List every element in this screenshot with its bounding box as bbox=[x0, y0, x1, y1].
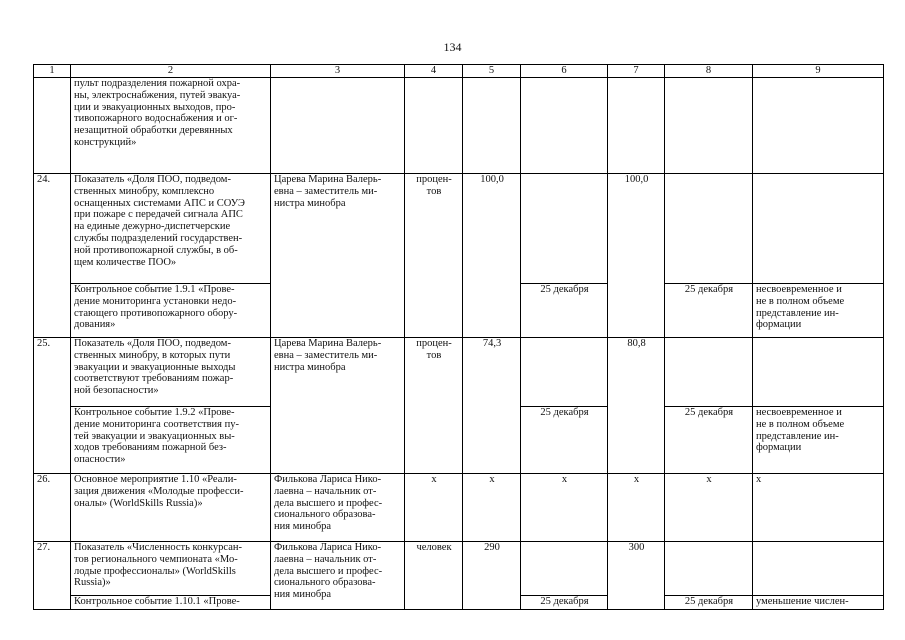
cell-date: х bbox=[521, 474, 608, 542]
row-number: 27. bbox=[34, 542, 71, 610]
cell-date bbox=[665, 174, 753, 284]
cell-date bbox=[665, 78, 753, 174]
cell-risk bbox=[753, 338, 884, 407]
measures-table bbox=[33, 64, 884, 610]
cell-date: 25 декабря bbox=[521, 596, 608, 610]
col-header: 7 bbox=[608, 65, 665, 78]
col-header: 2 bbox=[71, 65, 271, 78]
cell-responsible: Царева Марина Валерь- евна – заместитель ми- нистра минобра bbox=[271, 174, 405, 338]
cell-date bbox=[665, 338, 753, 407]
cell-date bbox=[521, 174, 608, 284]
cell-date: 25 декабря bbox=[521, 284, 608, 338]
cell-risk: уменьшение числен- bbox=[753, 596, 884, 610]
cell-risk bbox=[753, 78, 884, 174]
cell-value: х bbox=[463, 474, 521, 542]
cell-value: 80,8 bbox=[608, 338, 665, 474]
cell-risk: несвоевременное и не в полном объеме представление ин- формации bbox=[753, 284, 884, 338]
cell-responsible bbox=[271, 78, 405, 174]
cell-date: 25 декабря bbox=[665, 407, 753, 474]
cell-date: 25 декабря bbox=[665, 596, 753, 610]
row-number: 24. bbox=[34, 174, 71, 338]
col-header: 8 bbox=[665, 65, 753, 78]
cell-unit: процен- тов bbox=[405, 174, 463, 338]
cell-responsible: Филькова Лариса Нико- лаевна – начальник от- дела высшего и профес- сионального образова- ния минобра bbox=[271, 474, 405, 542]
cell-value bbox=[608, 78, 665, 174]
col-header: 6 bbox=[521, 65, 608, 78]
col-header: 9 bbox=[753, 65, 884, 78]
col-header: 5 bbox=[463, 65, 521, 78]
col-header: 4 bbox=[405, 65, 463, 78]
cell-value: 290 bbox=[463, 542, 521, 610]
cell-risk: несвоевременное и не в полном объеме представление ин- формации bbox=[753, 407, 884, 474]
cell-responsible: Филькова Лариса Нико- лаевна – начальник от- дела высшего и профес- сионального образова- ния минобра bbox=[271, 542, 405, 610]
table-row bbox=[34, 542, 884, 596]
cell-value bbox=[463, 78, 521, 174]
col-header: 1 bbox=[34, 65, 71, 78]
cell-risk bbox=[753, 542, 884, 596]
cell-date: 25 декабря bbox=[521, 407, 608, 474]
cell-date bbox=[521, 542, 608, 596]
cell-date: 25 декабря bbox=[665, 284, 753, 338]
cell-name: Контрольное событие 1.9.2 «Прове- дение мониторинга соответствия пу- тей эвакуации и эвакуационных вы- ходов требованиям пожарной без- опасности» bbox=[71, 407, 271, 474]
cell-name: пульт подразделения пожарной охра- ны, электроснабжения, путей эвакуа- ции и эвакуационных выходов, про- тивопожарного водоснабжения и ог- незащитной обработки деревянных конструкций» bbox=[71, 78, 271, 174]
cell-name: Основное мероприятие 1.10 «Реали- зация движения «Молодые професси- оналы» (WorldSkills Russia)» bbox=[71, 474, 271, 542]
cell-value: 300 bbox=[608, 542, 665, 610]
table-row bbox=[34, 174, 884, 284]
table-row bbox=[34, 78, 884, 174]
cell-name: Показатель «Доля ПОО, подведом- ственных минобру, в которых пути эвакуации и эвакуационные выходы соответствуют требованиям пожар- ной безопасности» bbox=[71, 338, 271, 407]
row-number bbox=[34, 78, 71, 174]
cell-unit: человек bbox=[405, 542, 463, 610]
cell-unit: х bbox=[405, 474, 463, 542]
cell-name: Показатель «Доля ПОО, подведом- ственных минобру, комплексно оснащенных системами АПС и СОУЭ при пожаре с передачей сигнала АПС на единые дежурно-диспетчерские службы подразделений государствен- ной противопожарной службы, в об- щем количестве ПОО» bbox=[71, 174, 271, 284]
table-row bbox=[34, 474, 884, 542]
cell-name: Показатель «Численность конкурсан- тов регионального чемпионата «Мо- лодые профессионалы» (WorldSkills Russia)» bbox=[71, 542, 271, 596]
cell-value: х bbox=[608, 474, 665, 542]
cell-risk bbox=[753, 174, 884, 284]
col-header: 3 bbox=[271, 65, 405, 78]
cell-name: Контрольное событие 1.10.1 «Прове- bbox=[71, 596, 271, 610]
cell-unit: процен- тов bbox=[405, 338, 463, 474]
page-number: 134 bbox=[443, 40, 462, 54]
header-row bbox=[34, 65, 884, 78]
cell-name: Контрольное событие 1.9.1 «Прове- дение мониторинга установки недо- стающего противопожарного обору- дования» bbox=[71, 284, 271, 338]
cell-responsible: Царева Марина Валерь- евна – заместитель ми- нистра минобра bbox=[271, 338, 405, 474]
cell-date bbox=[665, 542, 753, 596]
cell-risk: х bbox=[753, 474, 884, 542]
row-number: 25. bbox=[34, 338, 71, 474]
row-number: 26. bbox=[34, 474, 71, 542]
cell-unit bbox=[405, 78, 463, 174]
table-row bbox=[34, 338, 884, 407]
cell-date: х bbox=[665, 474, 753, 542]
cell-value: 100,0 bbox=[463, 174, 521, 338]
cell-value: 100,0 bbox=[608, 174, 665, 338]
cell-date bbox=[521, 78, 608, 174]
cell-value: 74,3 bbox=[463, 338, 521, 474]
cell-date bbox=[521, 338, 608, 407]
